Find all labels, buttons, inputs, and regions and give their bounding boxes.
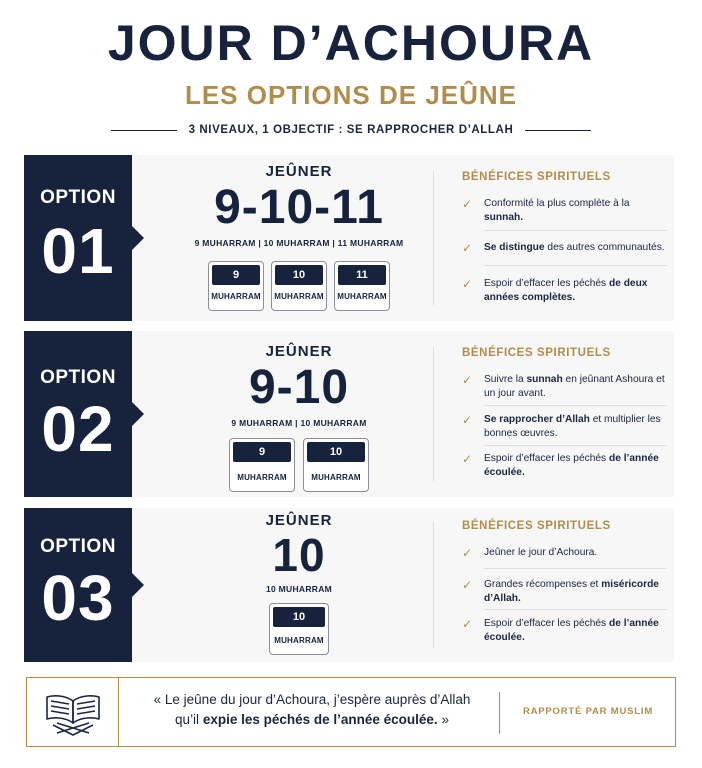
- calendar-icon: [303, 438, 369, 492]
- calendar-month: MUHARRAM: [274, 292, 324, 301]
- benefit-item: ✓ Conformité la plus complète à la sunnah.: [462, 197, 630, 223]
- benefits-1: [462, 155, 667, 321]
- option-label: OPTION: [40, 367, 116, 388]
- check-icon: ✓: [462, 617, 473, 631]
- benefit-item: ✓ Se rapprocher d’Allah et multiplier les bonnes œuvres.: [462, 413, 661, 439]
- quran-book-icon-svg: [41, 687, 105, 737]
- fast-dates: 10 MUHARRAM: [265, 584, 333, 594]
- benefits-2: [462, 331, 667, 497]
- benefit-separator: [484, 445, 667, 446]
- fast-label: JEÛNER: [265, 163, 333, 180]
- calendar-day: 11: [338, 265, 386, 285]
- fast-label: JEÛNER: [265, 343, 333, 360]
- benefits-3: [462, 508, 667, 662]
- tagline-row: [0, 124, 702, 136]
- quran-book-icon: [27, 678, 119, 746]
- calendar-row: [164, 603, 434, 655]
- option-card-3: [24, 508, 674, 662]
- option-number: 02: [41, 393, 115, 465]
- check-icon: ✓: [462, 241, 473, 255]
- check-icon: ✓: [462, 413, 473, 427]
- option-number: 03: [41, 562, 115, 634]
- benefit-item: ✓ Se distingue des autres communautés.: [462, 241, 665, 255]
- benefits-title: BÉNÉFICES SPIRITUELS: [462, 171, 611, 183]
- option-label: OPTION: [40, 536, 116, 557]
- quote-line-2: qu’il expie les péchés de l’année écoulée. »: [175, 712, 449, 727]
- benefit-item: ✓ Jeûner le jour d’Achoura.: [462, 546, 598, 560]
- check-icon: ✓: [462, 546, 473, 560]
- check-icon: ✓: [462, 277, 473, 291]
- calendar-row: [164, 261, 434, 311]
- card-divider: [433, 522, 434, 648]
- check-icon: ✓: [462, 373, 473, 387]
- option-badge-3: [24, 508, 132, 662]
- quote-source: RAPPORTÉ PAR MUSLIM: [522, 706, 654, 717]
- benefit-separator: [484, 568, 667, 569]
- option-number: 01: [41, 215, 115, 287]
- calendar-month: MUHARRAM: [311, 473, 361, 482]
- hadith-quote: [127, 690, 497, 730]
- fast-days: 9-10: [248, 361, 350, 414]
- quote-line-1: « Le jeûne du jour d’Achoura, j’espère auprès d’Allah: [153, 692, 471, 707]
- benefit-item: ✓ Espoir d’effacer les péchés de l’année écoulée.: [462, 452, 659, 478]
- fast-block-1: [164, 163, 434, 311]
- benefits-title: BÉNÉFICES SPIRITUELS: [462, 520, 611, 532]
- quote-divider: [499, 692, 500, 734]
- fast-days: 9-10-11: [214, 181, 384, 234]
- badge-arrow: [132, 402, 144, 426]
- check-icon: ✓: [462, 197, 473, 211]
- calendar-month: MUHARRAM: [337, 292, 387, 301]
- option-badge-2: [24, 331, 132, 497]
- benefit-separator: [484, 609, 667, 610]
- hadith-quote-box: [26, 677, 676, 747]
- card-divider: [433, 347, 434, 481]
- page-title: JOUR D’ACHOURA: [107, 15, 595, 71]
- tagline: 3 NIVEAUX, 1 OBJECTIF : SE RAPPROCHER D’ALLAH: [188, 124, 514, 136]
- option-card-1: [24, 155, 674, 321]
- fast-block-3: [164, 512, 434, 655]
- calendar-month: MUHARRAM: [274, 636, 324, 645]
- badge-arrow: [132, 573, 144, 597]
- calendar-day: 9: [233, 442, 291, 462]
- calendar-day: 10: [275, 265, 323, 285]
- calendar-day: 10: [273, 607, 325, 627]
- calendar-icon: [269, 603, 329, 655]
- benefit-separator: [484, 230, 667, 231]
- tagline-divider-right: [525, 130, 591, 131]
- card-divider: [433, 171, 434, 305]
- benefit-separator: [484, 405, 667, 406]
- fast-block-2: [164, 343, 434, 492]
- benefit-item: ✓ Suivre la sunnah en jeûnant Ashoura et un jour avant.: [462, 373, 665, 399]
- check-icon: ✓: [462, 452, 473, 466]
- fast-label: JEÛNER: [265, 512, 333, 529]
- option-card-2: [24, 331, 674, 497]
- calendar-month: MUHARRAM: [211, 292, 261, 301]
- option-label: OPTION: [40, 187, 116, 208]
- calendar-day: 9: [212, 265, 260, 285]
- fast-days: 10: [272, 529, 326, 581]
- badge-arrow: [132, 226, 144, 250]
- benefit-item: ✓ Espoir d’effacer les péchés de l’année écoulée.: [462, 617, 659, 643]
- calendar-icon: [229, 438, 295, 492]
- calendar-row: [164, 438, 434, 492]
- benefits-title: BÉNÉFICES SPIRITUELS: [462, 347, 611, 359]
- calendar-icon: [271, 261, 327, 311]
- calendar-icon: [334, 261, 390, 311]
- option-badge-1: [24, 155, 132, 321]
- fast-dates: 9 MUHARRAM | 10 MUHARRAM: [231, 418, 367, 428]
- benefit-item: ✓ Espoir d’effacer les péchés de deux années complètes.: [462, 277, 648, 303]
- calendar-icon: [208, 261, 264, 311]
- check-icon: ✓: [462, 578, 473, 592]
- tagline-divider-left: [111, 130, 177, 131]
- page-subtitle: LES OPTIONS DE JEÛNE: [184, 80, 518, 110]
- calendar-month: MUHARRAM: [237, 473, 287, 482]
- benefit-item: ✓ Grandes récompenses et miséricorde d’Allah.: [462, 578, 659, 604]
- fast-dates: 9 MUHARRAM | 10 MUHARRAM | 11 MUHARRAM: [194, 238, 404, 248]
- benefit-separator: [484, 265, 667, 266]
- calendar-day: 10: [307, 442, 365, 462]
